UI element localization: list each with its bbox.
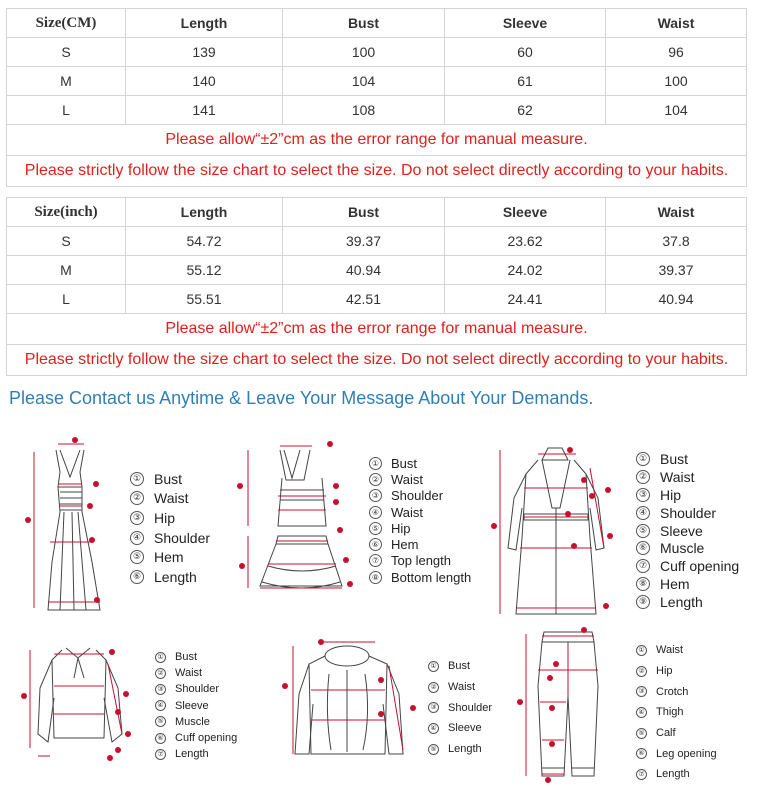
number-badge: ⑤ bbox=[369, 522, 382, 535]
number-badge: ⑥ bbox=[636, 541, 650, 555]
table-cell: 96 bbox=[606, 38, 747, 67]
table-cell: 139 bbox=[126, 38, 283, 67]
size-selection-note: Please strictly follow the size chart to select the size. Do not select directly according to your habits. bbox=[7, 345, 747, 376]
table-cell: 24.02 bbox=[445, 256, 606, 285]
header-cell: Waist bbox=[606, 198, 747, 227]
legend-item bbox=[130, 489, 210, 509]
legend-label: Length bbox=[448, 743, 482, 756]
header-cell: Bust bbox=[283, 198, 445, 227]
coat-sketch bbox=[486, 438, 626, 620]
table-cell: L bbox=[7, 285, 126, 314]
legend-label: Muscle bbox=[175, 715, 210, 728]
legend-label: Waist bbox=[660, 468, 695, 485]
number-badge: ⑥ bbox=[636, 748, 647, 759]
table-cell: 141 bbox=[126, 96, 283, 125]
legend-item bbox=[636, 468, 739, 486]
table-cell: 108 bbox=[283, 96, 445, 125]
legend-label: Waist bbox=[391, 504, 424, 520]
legend-label: Sleeve bbox=[660, 522, 703, 539]
table-row bbox=[7, 67, 747, 96]
table-row bbox=[7, 256, 747, 285]
legend-label: Hem bbox=[660, 576, 690, 593]
table-cell: 100 bbox=[606, 67, 747, 96]
number-badge: ① bbox=[636, 645, 647, 656]
table-cell: 104 bbox=[606, 96, 747, 125]
table-cell: 40.94 bbox=[283, 256, 445, 285]
table-cell: 60 bbox=[445, 38, 606, 67]
table-cell: 62 bbox=[445, 96, 606, 125]
legend-label: Bust bbox=[154, 470, 183, 487]
pants-sketch bbox=[508, 626, 623, 786]
legend-item bbox=[636, 504, 739, 522]
legend-item bbox=[636, 764, 717, 785]
legend-label: Sleeve bbox=[175, 699, 209, 712]
set-sketch bbox=[232, 438, 357, 608]
number-badge: ③ bbox=[636, 686, 647, 697]
legend-label: Hem bbox=[154, 549, 184, 566]
table-cell: 55.51 bbox=[126, 285, 283, 314]
legend-item bbox=[155, 714, 237, 730]
number-badge: ① bbox=[428, 661, 439, 672]
number-badge: ⑨ bbox=[636, 595, 650, 609]
number-badge: ③ bbox=[130, 511, 144, 525]
table-cell: 100 bbox=[283, 38, 445, 67]
table-cell: 54.72 bbox=[126, 227, 283, 256]
legend-label: Length bbox=[175, 748, 209, 761]
legend-label: Shoulder bbox=[448, 701, 493, 714]
legend-label: Waist bbox=[448, 681, 476, 694]
legend-label: Bust bbox=[175, 651, 198, 664]
table-cell: 104 bbox=[283, 67, 445, 96]
pants-measure-diagram bbox=[508, 626, 623, 786]
legend-label: Cuff opening bbox=[660, 558, 740, 575]
table-cell: 37.8 bbox=[606, 227, 747, 256]
legend-item bbox=[636, 557, 739, 575]
number-badge: ⑥ bbox=[155, 733, 166, 744]
legend-label: Bottom length bbox=[391, 569, 472, 585]
number-badge: ⑥ bbox=[130, 570, 144, 584]
error-range-note: Please allow“±2”cm as the error range for manual measure. bbox=[7, 125, 747, 156]
legend-label: Waist bbox=[154, 490, 189, 507]
legend-item bbox=[369, 455, 471, 471]
number-badge: ③ bbox=[369, 489, 382, 502]
set-measure-legend bbox=[369, 455, 471, 585]
legend-label: Leg opening bbox=[656, 747, 717, 760]
note-row bbox=[7, 314, 747, 345]
legend-item bbox=[130, 508, 210, 528]
header-cell: Size(inch) bbox=[7, 198, 126, 227]
legend-label: Waist bbox=[656, 644, 684, 657]
legend-label: Hip bbox=[660, 486, 682, 503]
number-badge: ⑦ bbox=[636, 769, 647, 780]
table-row bbox=[7, 38, 747, 67]
legend-label: Waist bbox=[391, 471, 424, 487]
number-badge: ⑤ bbox=[636, 728, 647, 739]
number-badge: ① bbox=[130, 472, 144, 486]
legend-item bbox=[155, 730, 237, 746]
header-cell: Length bbox=[126, 198, 283, 227]
legend-item bbox=[636, 743, 717, 764]
table-cell: 39.37 bbox=[283, 227, 445, 256]
dress-sketch bbox=[20, 432, 120, 612]
sweater-measure-diagram bbox=[275, 634, 420, 766]
header-cell: Sleeve bbox=[445, 198, 606, 227]
number-badge: ④ bbox=[369, 506, 382, 519]
number-badge: ③ bbox=[155, 684, 166, 695]
number-badge: ② bbox=[130, 491, 144, 505]
legend-item bbox=[130, 547, 210, 567]
number-badge: ⑤ bbox=[428, 744, 439, 755]
number-badge: ② bbox=[155, 668, 166, 679]
legend-item bbox=[636, 702, 717, 723]
legend-label: Bust bbox=[391, 455, 418, 471]
table-cell: 55.12 bbox=[126, 256, 283, 285]
table-row bbox=[7, 227, 747, 256]
legend-label: Hip bbox=[154, 509, 176, 526]
number-badge: ② bbox=[428, 682, 439, 693]
legend-label: Length bbox=[154, 568, 197, 585]
number-badge: ⑤ bbox=[636, 524, 650, 538]
table-cell: 24.41 bbox=[445, 285, 606, 314]
legend-item bbox=[155, 665, 237, 681]
blouse-sketch bbox=[18, 638, 138, 770]
number-badge: ④ bbox=[130, 531, 144, 545]
header-cell: Length bbox=[126, 9, 283, 38]
table-cell: 42.51 bbox=[283, 285, 445, 314]
table-cell: S bbox=[7, 227, 126, 256]
note-row bbox=[7, 156, 747, 187]
number-badge: ⑥ bbox=[369, 538, 382, 551]
legend-item bbox=[369, 569, 471, 585]
number-badge: ① bbox=[636, 452, 650, 466]
legend-item bbox=[636, 593, 739, 611]
legend-label: Shoulder bbox=[154, 529, 211, 546]
table-header-row bbox=[7, 9, 747, 38]
number-badge: ④ bbox=[155, 700, 166, 711]
pants-measure-legend bbox=[636, 640, 717, 785]
legend-item bbox=[369, 504, 471, 520]
legend-label: Thigh bbox=[656, 706, 684, 719]
legend-label: Length bbox=[660, 594, 703, 611]
legend-label: Top length bbox=[391, 553, 451, 569]
table-row bbox=[7, 285, 747, 314]
dress-measure-diagram bbox=[20, 432, 120, 612]
blouse-measure-legend bbox=[155, 649, 237, 762]
legend-item bbox=[155, 746, 237, 762]
legend-item bbox=[155, 698, 237, 714]
number-badge: ② bbox=[636, 666, 647, 677]
dress-measure-legend bbox=[130, 469, 210, 587]
table-cell: 23.62 bbox=[445, 227, 606, 256]
coat-measure-legend bbox=[636, 450, 739, 611]
legend-item bbox=[130, 469, 210, 489]
legend-item bbox=[155, 681, 237, 697]
table-cell: 39.37 bbox=[606, 256, 747, 285]
legend-item bbox=[428, 718, 492, 739]
legend-label: Bust bbox=[448, 660, 471, 673]
legend-label: Shoulder bbox=[391, 488, 444, 504]
error-range-note: Please allow“±2”cm as the error range for manual measure. bbox=[7, 314, 747, 345]
table-row bbox=[7, 96, 747, 125]
number-badge: ① bbox=[369, 457, 382, 470]
legend-item bbox=[369, 471, 471, 487]
header-cell: Bust bbox=[283, 9, 445, 38]
legend-item bbox=[428, 677, 492, 698]
legend-item bbox=[428, 656, 492, 677]
legend-label: Hip bbox=[656, 665, 673, 678]
legend-item bbox=[636, 681, 717, 702]
table-cell: L bbox=[7, 96, 126, 125]
table-cell: M bbox=[7, 67, 126, 96]
table-cell: S bbox=[7, 38, 126, 67]
number-badge: ④ bbox=[428, 723, 439, 734]
note-row bbox=[7, 345, 747, 376]
legend-item bbox=[636, 450, 739, 468]
legend-label: Muscle bbox=[660, 540, 705, 557]
legend-item bbox=[369, 553, 471, 569]
legend-item bbox=[428, 739, 492, 760]
legend-item bbox=[155, 649, 237, 665]
number-badge: ⑦ bbox=[636, 559, 650, 573]
header-cell: Waist bbox=[606, 9, 747, 38]
legend-item bbox=[369, 536, 471, 552]
legend-item bbox=[636, 575, 739, 593]
blouse-measure-diagram bbox=[18, 638, 138, 770]
table-cell: 40.94 bbox=[606, 285, 747, 314]
number-badge: ② bbox=[369, 473, 382, 486]
number-badge: ③ bbox=[636, 488, 650, 502]
number-badge: ⑤ bbox=[155, 716, 166, 727]
legend-item bbox=[636, 539, 739, 557]
table-cell: 140 bbox=[126, 67, 283, 96]
number-badge: ④ bbox=[636, 506, 650, 520]
legend-label: Crotch bbox=[656, 685, 689, 698]
legend-label: Length bbox=[656, 768, 690, 781]
legend-label: Sleeve bbox=[448, 722, 482, 735]
legend-item bbox=[369, 488, 471, 504]
number-badge: ② bbox=[636, 470, 650, 484]
legend-item bbox=[636, 640, 717, 661]
legend-item bbox=[636, 522, 739, 540]
legend-label: Shoulder bbox=[175, 683, 220, 696]
header-cell: Size(CM) bbox=[7, 9, 126, 38]
header-cell: Sleeve bbox=[445, 9, 606, 38]
number-badge: ④ bbox=[636, 707, 647, 718]
sweater-sketch bbox=[275, 634, 420, 766]
legend-label: Bust bbox=[660, 450, 689, 467]
number-badge: ⑦ bbox=[369, 554, 382, 567]
number-badge: ① bbox=[155, 652, 166, 663]
legend-item bbox=[369, 520, 471, 536]
size-selection-note: Please strictly follow the size chart to select the size. Do not select directly according to your habits. bbox=[7, 156, 747, 187]
table-cell: 61 bbox=[445, 67, 606, 96]
legend-label: Hem bbox=[391, 537, 419, 553]
number-badge: ⑧ bbox=[636, 577, 650, 591]
legend-item bbox=[636, 723, 717, 744]
legend-item bbox=[428, 697, 492, 718]
coat-measure-diagram bbox=[486, 438, 626, 620]
legend-label: Hip bbox=[391, 520, 411, 536]
table-header-row bbox=[7, 198, 747, 227]
legend-label: Shoulder bbox=[660, 504, 717, 521]
legend-item bbox=[130, 567, 210, 587]
set-measure-diagram bbox=[232, 438, 357, 608]
number-badge: ⑦ bbox=[155, 749, 166, 760]
legend-label: Cuff opening bbox=[175, 732, 238, 745]
legend-label: Calf bbox=[656, 727, 676, 740]
sweater-measure-legend bbox=[428, 656, 492, 759]
note-row bbox=[7, 125, 747, 156]
number-badge: ⑤ bbox=[130, 550, 144, 564]
number-badge: ⑧ bbox=[369, 571, 382, 584]
legend-item bbox=[636, 486, 739, 504]
table-cell: M bbox=[7, 256, 126, 285]
size-table-inch bbox=[6, 197, 747, 376]
number-badge: ③ bbox=[428, 702, 439, 713]
legend-label: Waist bbox=[175, 667, 203, 680]
legend-item bbox=[130, 528, 210, 548]
legend-item bbox=[636, 661, 717, 682]
contact-message: Please Contact us Anytime & Leave Your Message About Your Demands. bbox=[9, 388, 594, 408]
size-table-cm bbox=[6, 8, 747, 187]
